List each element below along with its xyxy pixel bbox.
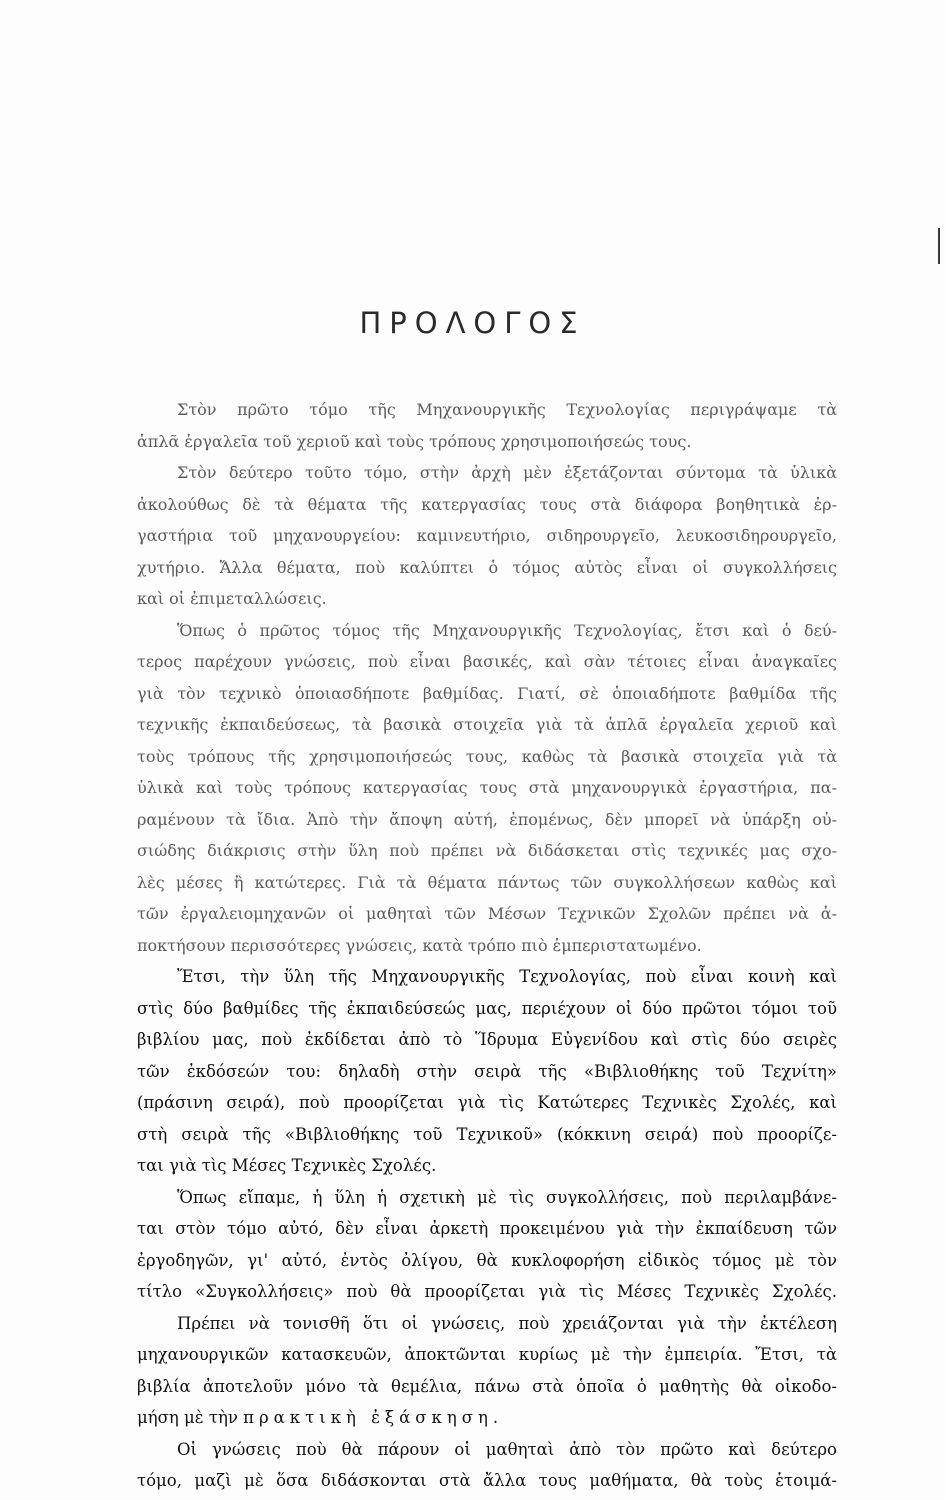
text-line: τῶν ἐκδόσεών του: δηλαδὴ στὴν σειρὰ τῆς «Βιβλιοθήκης τοῦ Τεχνίτη» bbox=[137, 1061, 837, 1081]
text-line: ὑλικὰ καὶ τοὺς τρόπους κατεργασίας τους στὰ μηχανουργικὰ ἐργαστήρια, πα- bbox=[137, 778, 837, 797]
text-line: μηχανουργικῶν κατασκευῶν, ἀποκτῶνται κυρίως μὲ τὴν ἐμπειρία. Ἔτσι, τὰ bbox=[137, 1345, 837, 1364]
text-line: χυτήριο. Ἄλλα θέματα, ποὺ καλύπτει ὁ τόμος αὐτὸς εἶναι οἱ συγκολλήσεις bbox=[137, 557, 837, 577]
text-line: γαστήρια τοῦ μηχανουργείου: καμινευτήριο, σιδηρουργεῖο, λευκοσιδηρουργεῖο, bbox=[137, 526, 837, 545]
text-line: λὲς μέσες ἢ κατώτερες. Γιὰ τὰ θέματα πάντως τῶν συγκολλήσεων καθὼς καὶ bbox=[137, 872, 837, 892]
text-line: σιώδης διάκρισις στὴν ὕλη ποὺ πρέπει νὰ διδάσκεται στὶς τεχνικές μας σχο- bbox=[137, 841, 837, 860]
text-line: στὴ σειρὰ τῆς «Βιβλιοθήκης τοῦ Τεχνικοῦ» (κόκκινη σειρά) ποὺ προορίζε- bbox=[137, 1124, 837, 1144]
text-line: στὶς δύο βαθμίδες τῆς ἐκπαιδεύσεώς μας, περιέχουν οἱ δύο πρῶτοι τόμοι τοῦ bbox=[137, 998, 837, 1018]
emphasized-phrase: πρακτικὴ ἐξάσκηση. bbox=[243, 1408, 504, 1427]
text-line: βιβλία ἀποτελοῦν μόνο τὰ θεμέλια, πάνω στὰ ὁποῖα ὁ μαθητὴς θὰ οἰκοδο- bbox=[137, 1376, 837, 1396]
text-line: καὶ οἱ ἐπιμεταλλώσεις. bbox=[137, 589, 327, 608]
text-line: Στὸν δεύτερο τοῦτο τόμο, στὴν ἀρχὴ μὲν ἐξετάζονται σύντομα τὰ ὑλικὰ bbox=[177, 463, 837, 482]
text-line: Πρέπει νὰ τονισθῆ ὅτι οἱ γνώσεις, ποὺ χρειάζονται γιὰ τὴν ἐκτέλεση bbox=[177, 1313, 837, 1333]
scan-edge-mark bbox=[938, 228, 940, 264]
text-line: βιβλίου μας, ποὺ ἐκδίδεται ἀπὸ τὸ Ἵδρυμα Εὐγενίδου καὶ στὶς δύο σειρὲς bbox=[137, 1030, 837, 1049]
text-line: τοὺς τρόπους τῆς χρησιμοποιήσεώς τους, καθὼς τὰ βασικὰ στοιχεῖα γιὰ τὰ bbox=[137, 746, 837, 766]
text-line bbox=[137, 1402, 837, 1434]
preface-text bbox=[137, 394, 837, 1497]
text-line: Ἔτσι, τὴν ὕλη τῆς Μηχανουργικῆς Τεχνολογίας, ποὺ εἶναι κοινὴ καὶ bbox=[177, 967, 837, 986]
text-line: τεχνικῆς ἐκπαιδεύσεως, τὰ βασικὰ στοιχεῖα γιὰ τὰ ἁπλᾶ ἐργαλεῖα χεριοῦ καὶ bbox=[137, 715, 837, 734]
text-line: τόμο, μαζὶ μὲ ὅσα διδάσκονται στὰ ἄλλα τους μαθήματα, θὰ τοὺς ἑτοιμά- bbox=[137, 1471, 837, 1490]
text-line: (πράσινη σειρά), ποὺ προορίζεται γιὰ τὶς Κατώτερες Τεχνικὲς Σχολές, καὶ bbox=[137, 1093, 837, 1112]
text-line: τῶν ἐργαλειομηχανῶν οἱ μαθηταὶ τῶν Μέσων Τεχνικῶν Σχολῶν πρέπει νὰ ἀ- bbox=[137, 904, 837, 923]
text-line: Ὅπως εἴπαμε, ἡ ὕλη ἡ σχετικὴ μὲ τὶς συγκολλήσεις, ποὺ περιλαμβάνε- bbox=[177, 1187, 837, 1207]
text-line: ται στὸν τόμο αὐτό, δὲν εἶναι ἀρκετὴ προκειμένου γιὰ τὴν ἐκπαίδευση τῶν bbox=[137, 1219, 837, 1238]
text-line: τίτλο «Συγκολλήσεις» ποὺ θὰ προορίζεται γιὰ τὶς Μέσες Τεχνικὲς Σχολές. bbox=[137, 1282, 837, 1301]
text-line: ἀκολούθως δὲ τὰ θέματα τῆς κατεργασίας τους στὰ διάφορα βοηθητικὰ ἐρ- bbox=[137, 494, 837, 514]
text-line: ται γιὰ τὶς Μέσες Τεχνικὲς Σχολές. bbox=[137, 1156, 437, 1175]
text-line: ἐργοδηγῶν, γι' αὐτό, ἐντὸς ὀλίγου, θὰ κυκλοφορήση εἰδικὸς τόμος μὲ τὸν bbox=[137, 1250, 837, 1270]
text-line: γιὰ τὸν τεχνικὸ ὁποιασδήποτε βαθμίδας. Γιατί, σὲ ὁποιαδήποτε βαθμίδα τῆς bbox=[137, 683, 837, 703]
text-line: τερος παρέχουν γνώσεις, ποὺ εἶναι βασικές, καὶ σὰν τέτοιες εἶναι ἀναγκαῖες bbox=[137, 652, 837, 671]
page-title: ΠΡΟΛΟΓΟΣ bbox=[359, 306, 586, 340]
text-fragment: μήση μὲ τὴν bbox=[137, 1408, 238, 1427]
text-line: ραμένουν τὰ ἴδια. Ἀπὸ τὴν ἄποψη αὐτή, ἑπομένως, δὲν μπορεῖ νὰ ὑπάρξη οὐ- bbox=[137, 809, 837, 829]
text-line: Οἱ γνώσεις ποὺ θὰ πάρουν οἱ μαθηταὶ ἀπὸ τὸν πρῶτο καὶ δεύτερο bbox=[177, 1439, 837, 1459]
text-line: Στὸν πρῶτο τόμο τῆς Μηχανουργικῆς Τεχνολογίας περιγράψαμε τὰ bbox=[177, 400, 837, 419]
text-line: Ὅπως ὁ πρῶτος τόμος τῆς Μηχανουργικῆς Τεχνολογίας, ἔτσι καὶ ὁ δεύ- bbox=[177, 620, 837, 640]
text-line: ποκτήσουν περισσότερες γνώσεις, κατὰ τρόπο πιὸ ἐμπεριστατωμένο. bbox=[137, 935, 702, 955]
text-line: ἁπλᾶ ἐργαλεῖα τοῦ χεριοῦ καὶ τοὺς τρόπους χρησιμοποιήσεώς τους. bbox=[137, 431, 692, 451]
